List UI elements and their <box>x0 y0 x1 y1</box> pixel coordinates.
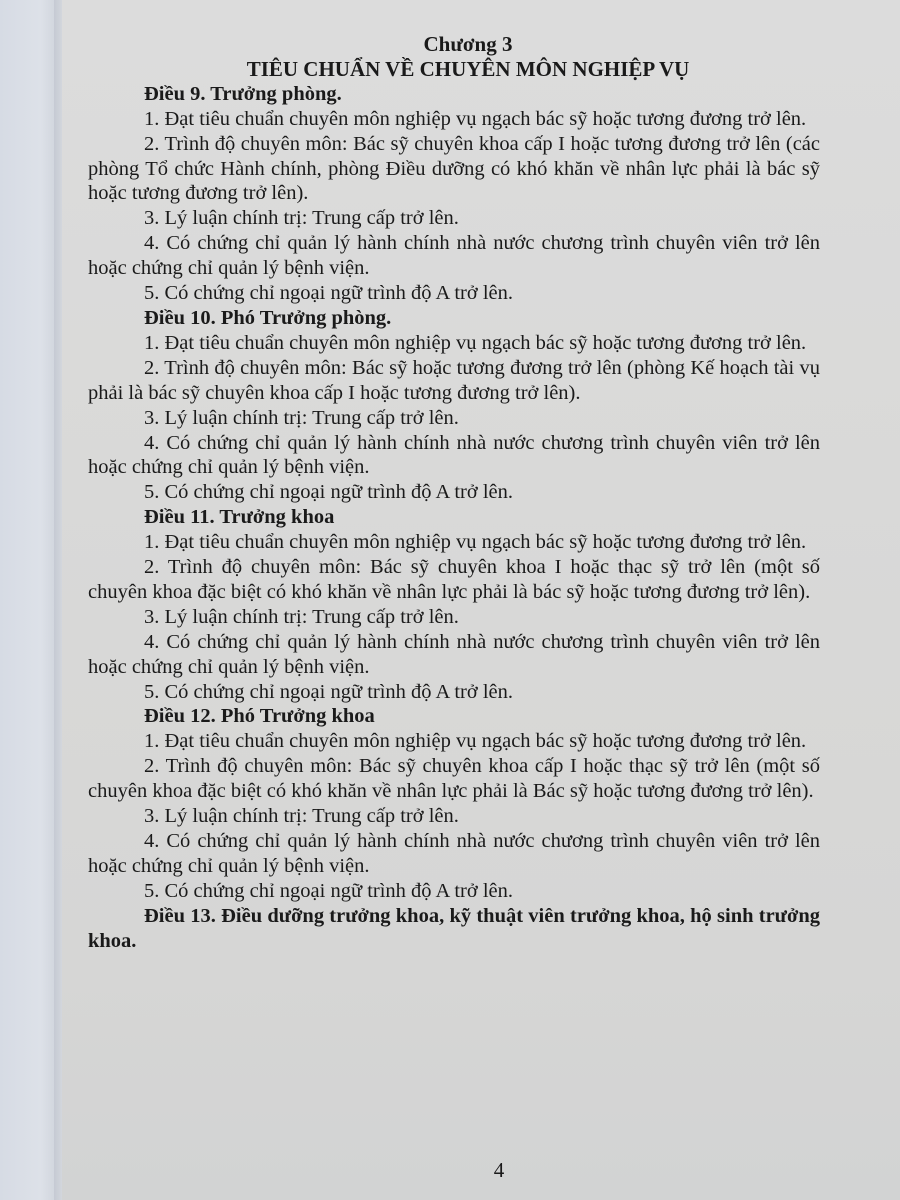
article-11 <box>88 505 820 704</box>
article-12 <box>88 704 820 903</box>
article-item: 5. Có chứng chỉ ngoại ngữ trình độ A trở lên. <box>144 282 513 305</box>
article-10 <box>88 306 820 505</box>
article-item: 5. Có chứng chỉ ngoại ngữ trình độ A trở lên. <box>144 680 513 703</box>
article-item: 1. Đạt tiêu chuẩn chuyên môn nghiệp vụ ngạch bác sỹ hoặc tương đương trở lên. <box>144 331 807 354</box>
article-item: 1. Đạt tiêu chuẩn chuyên môn nghiệp vụ ngạch bác sỹ hoặc tương đương trở lên. <box>144 107 807 130</box>
article-item: 3. Lý luận chính trị: Trung cấp trở lên. <box>144 406 459 429</box>
article-item: 4. Có chứng chỉ quản lý hành chính nhà nước chương trình chuyên viên trở lên hoặc chứng chỉ quản lý bệnh viện. <box>88 232 820 280</box>
article-item: 3. Lý luận chính trị: Trung cấp trở lên. <box>144 207 459 230</box>
article-item: 2. Trình độ chuyên môn: Bác sỹ hoặc tương đương trở lên (phòng Kế hoạch tài vụ phải là bác sỹ chuyên khoa cấp I hoặc tương đương trở lên). <box>88 356 820 404</box>
article-13 <box>88 904 820 954</box>
article-item: 2. Trình độ chuyên môn: Bác sỹ chuyên khoa cấp I hoặc thạc sỹ trở lên (một số chuyên khoa đặc biệt có khó khăn về nhân lực phải là Bác sỹ hoặc tương đương trở lên). <box>88 755 820 803</box>
chapter-title: TIÊU CHUẨN VỀ CHUYÊN MÔN NGHIỆP VỤ <box>246 56 690 81</box>
article-item: 1. Đạt tiêu chuẩn chuyên môn nghiệp vụ ngạch bác sỹ hoặc tương đương trở lên. <box>144 531 807 554</box>
article-item: 2. Trình độ chuyên môn: Bác sỹ chuyên khoa cấp I hoặc tương đương trở lên (các phòng Tổ chức Hành chính, phòng Điều dưỡng có khó khăn về nhân lực phải là bác sỹ hoặc tương đương trở lên). <box>88 132 820 205</box>
article-item: 5. Có chứng chỉ ngoại ngữ trình độ A trở lên. <box>144 879 513 902</box>
article-heading: Điều 10. Phó Trưởng phòng. <box>144 306 392 329</box>
article-item: 3. Lý luận chính trị: Trung cấp trở lên. <box>144 805 459 828</box>
article-heading: Điều 12. Phó Trưởng khoa <box>144 705 375 728</box>
article-item: 2. Trình độ chuyên môn: Bác sỹ chuyên khoa I hoặc thạc sỹ trở lên (một số chuyên khoa đặc biệt có khó khăn về nhân lực phải là bác sỹ hoặc tương đương trở lên). <box>88 556 820 603</box>
article-item: 3. Lý luận chính trị: Trung cấp trở lên. <box>144 605 459 628</box>
article-item: 5. Có chứng chỉ ngoại ngữ trình độ A trở lên. <box>144 481 513 504</box>
article-heading: Điều 13. Điều dưỡng trưởng khoa, kỹ thuật viên trưởng khoa, hộ sinh trưởng khoa. <box>88 904 820 952</box>
article-item: 4. Có chứng chỉ quản lý hành chính nhà nước chương trình chuyên viên trở lên hoặc chứng chỉ quản lý bệnh viện. <box>88 630 820 678</box>
article-item: 1. Đạt tiêu chuẩn chuyên môn nghiệp vụ ngạch bác sỹ hoặc tương đương trở lên. <box>144 730 807 753</box>
article-item: 4. Có chứng chỉ quản lý hành chính nhà nước chương trình chuyên viên trở lên hoặc chứng chỉ quản lý bệnh viện. <box>88 431 820 479</box>
document-page <box>62 0 900 1200</box>
page-content <box>88 32 820 954</box>
article-item: 4. Có chứng chỉ quản lý hành chính nhà nước chương trình chuyên viên trở lên hoặc chứng chỉ quản lý bệnh viện. <box>88 830 820 877</box>
previous-page-edge <box>0 0 58 1200</box>
article-heading: Điều 11. Trưởng khoa <box>144 506 335 529</box>
chapter-number: Chương 3 <box>423 32 513 56</box>
article-9 <box>88 82 820 306</box>
article-heading: Điều 9. Trưởng phòng. <box>144 82 342 105</box>
page-number: 4 <box>493 1158 505 1182</box>
